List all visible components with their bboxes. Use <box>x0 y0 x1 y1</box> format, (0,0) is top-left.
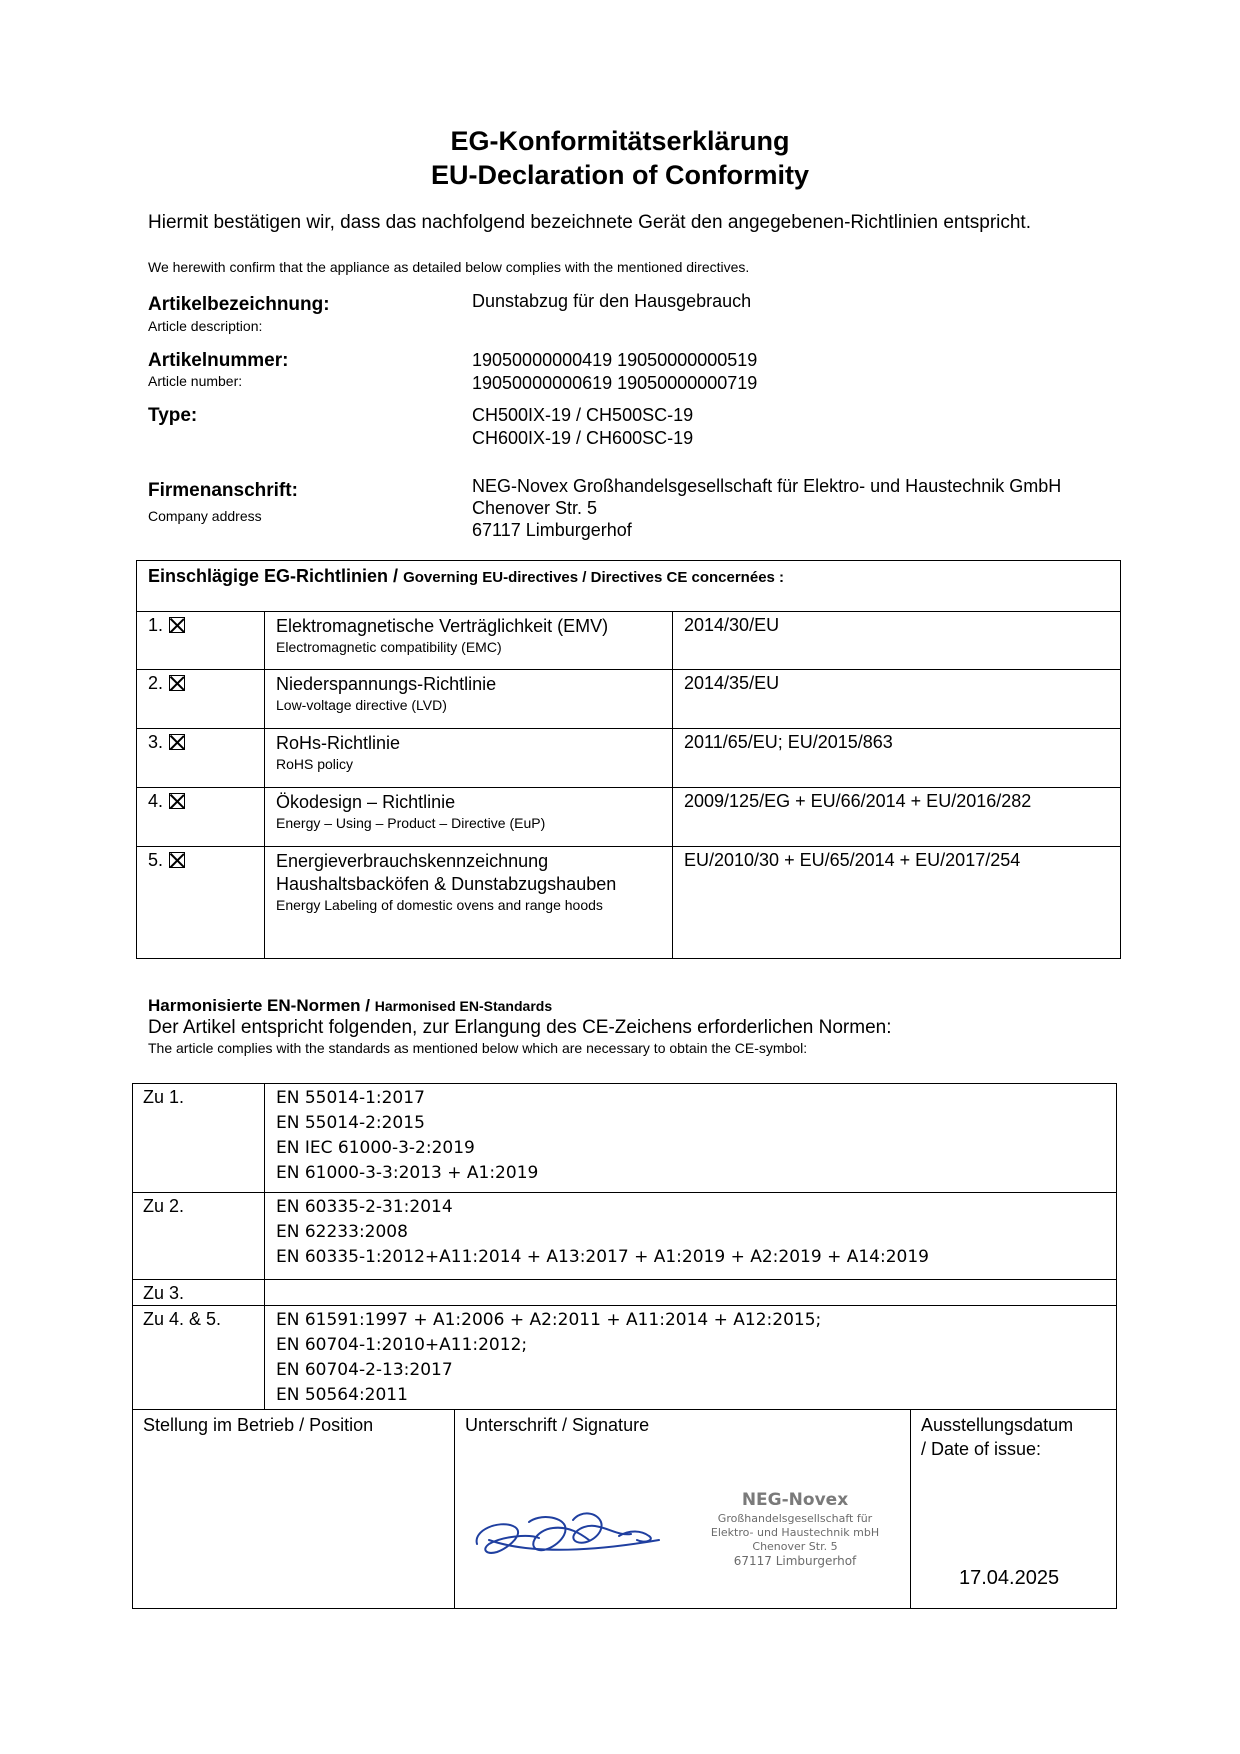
stamp-line-2: Elektro- und Haustechnik mbH <box>710 1526 880 1539</box>
stamp-line-3: Chenover Str. 5 <box>752 1540 838 1553</box>
directive-number: 1. <box>148 615 164 635</box>
standards-ref: Zu 4. & 5. <box>133 1306 265 1409</box>
standard-line: EN IEC 61000-3-2:2019 <box>276 1138 475 1158</box>
stamp-line-1: Großhandelsgesellschaft für <box>717 1512 873 1525</box>
directives-heading <box>137 561 1120 612</box>
standard-line: EN 55014-1:2017 <box>276 1088 425 1108</box>
company-line-1: NEG-Novex Großhandelsgesellschaft für Elektro- und Haustechnik GmbH <box>472 476 1062 496</box>
directive-number: 2. <box>148 673 164 693</box>
harmonised-text-de: Der Artikel entspricht folgenden, zur Erlangung des CE-Zeichens erforderlichen Normen: <box>148 1017 892 1038</box>
position-label: Stellung im Betrieb / Position <box>143 1415 374 1435</box>
directive-number: 5. <box>148 850 164 870</box>
directive-name-de: Energieverbrauchskennzeichnung Haushaltsbacköfen & Dunstabzugshauben <box>276 851 617 894</box>
checked-box-icon <box>169 675 185 691</box>
checked-box-icon <box>169 734 185 750</box>
directive-reference: 2009/125/EG + EU/66/2014 + EU/2016/282 <box>684 791 1032 811</box>
type-label: Type: <box>148 405 198 426</box>
directive-name-de: Elektromagnetische Verträglichkeit (EMV) <box>276 616 609 636</box>
directive-row <box>137 729 1120 788</box>
directive-row <box>137 788 1120 847</box>
signature-cell <box>455 1410 911 1608</box>
stamp-name: NEG-Novex <box>741 1490 849 1510</box>
standards-row <box>133 1193 1116 1280</box>
article-number-sublabel: Article number: <box>148 373 243 389</box>
company-line-2: Chenover Str. 5 <box>472 498 598 518</box>
directive-name-en: RoHS policy <box>276 756 354 772</box>
directive-name-en: Electromagnetic compatibility (EMC) <box>276 639 502 655</box>
article-number-line-1: 19050000000419 19050000000519 <box>472 350 758 370</box>
type-line-1: CH500IX-19 / CH500SC-19 <box>472 405 694 425</box>
company-sublabel: Company address <box>148 508 262 524</box>
directive-reference: 2014/35/EU <box>684 673 780 693</box>
handwritten-signature <box>469 1500 669 1570</box>
standards-row <box>133 1306 1116 1410</box>
harmonised-text-en: The article complies with the standards as mentioned below which are necessary to obtain the CE-symbol: <box>148 1040 808 1056</box>
standards-ref: Zu 1. <box>133 1084 265 1192</box>
article-description-value: Dunstabzug für den Hausgebrauch <box>472 291 752 311</box>
company-line-3: 67117 Limburgerhof <box>472 520 632 540</box>
document-title-de: EG-Konformitätserklärung <box>450 126 790 156</box>
checked-box-icon <box>169 617 185 633</box>
article-description-label: Artikelbezeichnung: <box>148 294 330 315</box>
standard-line: EN 60335-1:2012+A11:2014 + A13:2017 + A1:2019 + A2:2019 + A14:2019 <box>276 1247 929 1267</box>
standards-ref: Zu 2. <box>133 1193 265 1279</box>
standard-line: EN 60335-2-31:2014 <box>276 1197 453 1217</box>
standard-line: EN 61591:1997 + A1:2006 + A2:2011 + A11:2014 + A12:2015; <box>276 1310 822 1330</box>
standard-line: EN 61000-3-3:2013 + A1:2019 <box>276 1163 539 1183</box>
checked-box-icon <box>169 793 185 809</box>
article-description-sublabel: Article description: <box>148 318 263 334</box>
directive-row <box>137 670 1120 729</box>
date-label-line-1: Ausstellungsdatum <box>921 1415 1074 1435</box>
directive-name-de: RoHs-Richtlinie <box>276 733 401 753</box>
date-of-issue: 17.04.2025 <box>959 1567 1060 1589</box>
standards-table <box>132 1083 1117 1609</box>
directive-reference: 2011/65/EU; EU/2015/863 <box>684 732 893 752</box>
document-title-en: EU-Declaration of Conformity <box>430 160 810 190</box>
standards-row <box>133 1280 1116 1306</box>
company-stamp <box>675 1488 915 1569</box>
directive-name-de: Niederspannungs-Richtlinie <box>276 674 497 694</box>
harmonised-heading-de: Harmonisierte EN-Normen / <box>148 996 370 1015</box>
checked-box-icon <box>169 852 185 868</box>
directive-name-en: Energy Labeling of domestic ovens and range hoods <box>276 897 603 913</box>
signature-label: Unterschrift / Signature <box>465 1415 650 1435</box>
intro-text-en: We herewith confirm that the appliance as detailed below complies with the mentioned directives. <box>148 259 750 275</box>
date-label-line-2: / Date of issue: <box>921 1439 1042 1459</box>
signature-row <box>133 1410 1116 1608</box>
directive-number: 4. <box>148 791 164 811</box>
standards-ref: Zu 3. <box>133 1280 265 1305</box>
standard-line: EN 55014-2:2015 <box>276 1113 425 1133</box>
directive-row <box>137 612 1120 670</box>
directive-name-en: Low-voltage directive (LVD) <box>276 697 447 713</box>
stamp-line-4: 67117 Limburgerhof <box>733 1554 857 1568</box>
type-line-2: CH600IX-19 / CH600SC-19 <box>472 428 694 448</box>
harmonised-heading <box>148 996 552 1016</box>
intro-text-de: Hiermit bestätigen wir, dass das nachfolgend bezeichnete Gerät den angegebenen-Richtlinien entspricht. <box>148 212 1031 233</box>
standard-line: EN 60704-2-13:2017 <box>276 1360 453 1380</box>
date-cell <box>911 1410 1116 1608</box>
directive-name-en: Energy – Using – Product – Directive (EuP) <box>276 815 546 831</box>
article-number-label: Artikelnummer: <box>148 350 289 371</box>
standard-line: EN 60704-1:2010+A11:2012; <box>276 1335 528 1355</box>
article-number-line-2: 19050000000619 19050000000719 <box>472 373 758 393</box>
directive-reference: 2014/30/EU <box>684 615 780 635</box>
directive-row <box>137 847 1120 958</box>
directive-name-de: Ökodesign – Richtlinie <box>276 792 456 812</box>
standards-row <box>133 1084 1116 1193</box>
directive-reference: EU/2010/30 + EU/65/2014 + EU/2017/254 <box>684 850 1021 870</box>
standard-line: EN 62233:2008 <box>276 1222 408 1242</box>
company-label: Firmenanschrift: <box>148 480 298 501</box>
position-cell <box>133 1410 455 1608</box>
directives-heading-de: Einschlägige EG-Richtlinien / <box>148 566 399 586</box>
directives-heading-en: Governing EU-directives / Directives CE concernées : <box>403 569 785 586</box>
standard-line: EN 50564:2011 <box>276 1385 408 1405</box>
harmonised-heading-en: Harmonised EN-Standards <box>374 998 553 1014</box>
directives-table <box>136 560 1121 959</box>
directive-number: 3. <box>148 732 164 752</box>
